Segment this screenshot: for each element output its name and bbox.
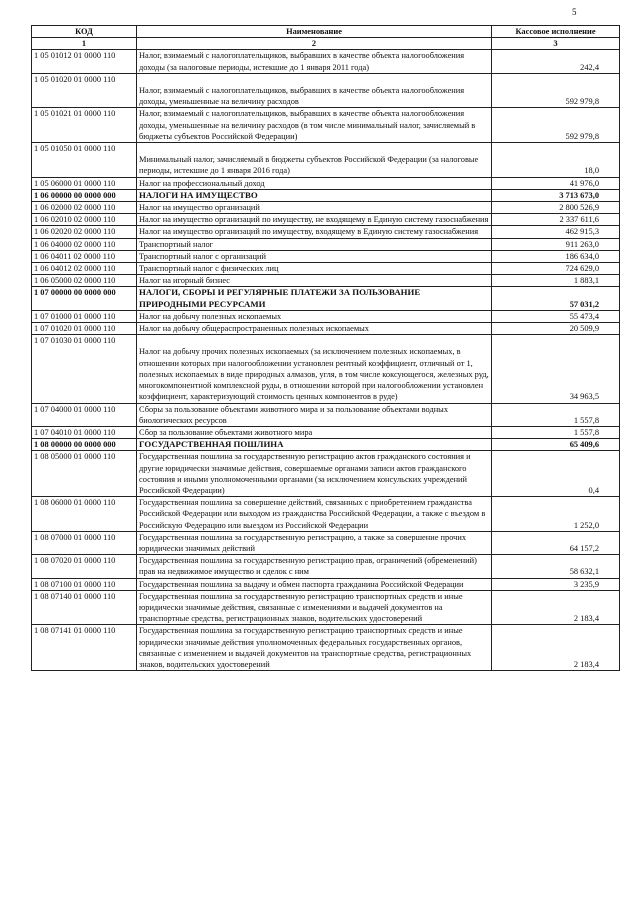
row-amount: 65 409,6 xyxy=(492,439,620,451)
table-row xyxy=(32,323,620,335)
row-code: 1 06 05000 02 0000 110 xyxy=(32,275,137,287)
column-number-3: 3 xyxy=(492,38,620,50)
row-name-text: Налог, взимаемый с налогоплательщиков, выбравших в качестве объекта налогообложения доходы, уменьшенные на величину расходов (в том числе минимальный налог, зачисляемый в бюджеты субъектов Российской Федерации) xyxy=(139,109,476,141)
row-name xyxy=(137,275,492,287)
column-number-2: 2 xyxy=(137,38,492,50)
row-amount: 592 979,8 xyxy=(492,73,620,108)
table-row xyxy=(32,310,620,322)
row-name-text: Государственная пошлина за государственную регистрацию транспортных средств и иные юридически значимые действия уполномоченных федеральных государственных органов, связанные с изменением и выдачей документов на транспортные средства, регистрационных знаков, водительских удостоверений xyxy=(139,626,472,669)
row-code: 1 05 01050 01 0000 110 xyxy=(32,143,137,178)
row-name xyxy=(137,531,492,554)
row-name xyxy=(137,323,492,335)
row-name xyxy=(137,143,492,178)
row-amount: 2 337 611,6 xyxy=(492,214,620,226)
table-row xyxy=(32,625,620,671)
row-amount: 1 557,8 xyxy=(492,426,620,438)
row-name-text: Налог на добычу полезных ископаемых xyxy=(139,311,282,321)
row-name-text: Транспортный налог с физических лиц xyxy=(139,264,279,274)
table-row xyxy=(32,287,620,310)
row-amount: 2 183,4 xyxy=(492,590,620,625)
row-name xyxy=(137,555,492,578)
row-name xyxy=(137,238,492,250)
table-row xyxy=(32,275,620,287)
table-row xyxy=(32,531,620,554)
row-name-text: Налог, взимаемый с налогоплательщиков, выбравших в качестве объекта налогообложения доходы (за налоговые периоды, истекшие до 1 января 2011 года) xyxy=(139,51,465,72)
table-row xyxy=(32,451,620,497)
table-row xyxy=(32,403,620,426)
row-code: 1 07 04010 01 0000 110 xyxy=(32,426,137,438)
row-name-text: Налог на имущество организаций по имуществу, входящему в Единую систему газоснабжения xyxy=(139,227,479,237)
table-row xyxy=(32,555,620,578)
row-code: 1 05 01012 01 0000 110 xyxy=(32,50,137,73)
row-name-text: Государственная пошлина за совершение действий, связанных с приобретением гражданства Российской Федерации или выходом из гражданства Российской Федерации, а также с въездом в Российскую Федерацию или выездом из Российской Федерации xyxy=(139,498,486,530)
row-amount: 1 252,0 xyxy=(492,497,620,532)
row-name-text: Государственная пошлина за выдачу и обмен паспорта гражданина Российской Федерации xyxy=(139,579,464,589)
row-name-text: Налог на имущество организаций xyxy=(139,203,260,213)
table-row xyxy=(32,335,620,403)
row-name-text: Сборы за пользование объектами животного мира и за пользование объектами водных биологических ресурсов xyxy=(139,404,449,425)
row-code: 1 08 07100 01 0000 110 xyxy=(32,578,137,590)
row-amount: 1 883,1 xyxy=(492,275,620,287)
table-row xyxy=(32,108,620,143)
row-name xyxy=(137,50,492,73)
row-code: 1 07 01000 01 0000 110 xyxy=(32,310,137,322)
row-name-text: Налог, взимаемый с налогоплательщиков, выбравших в качестве объекта налогообложения доходы, уменьшенные на величину расходов xyxy=(139,86,465,107)
page-number: 5 xyxy=(572,7,577,17)
row-name-text: Минимальный налог, зачисляемый в бюджеты субъектов Российской Федерации (за налоговые периоды, истекшие до 1 января 2016 года) xyxy=(139,155,479,176)
row-name xyxy=(137,189,492,201)
row-name xyxy=(137,214,492,226)
row-code: 1 05 01020 01 0000 110 xyxy=(32,73,137,108)
row-code: 1 07 04000 01 0000 110 xyxy=(32,403,137,426)
row-amount: 0,4 xyxy=(492,451,620,497)
row-name-text: Налог на имущество организаций по имуществу, не входящему в Единую систему газоснабжения xyxy=(139,215,489,225)
row-code: 1 06 00000 00 0000 000 xyxy=(32,189,137,201)
row-code: 1 06 04011 02 0000 110 xyxy=(32,250,137,262)
row-code: 1 06 02020 02 0000 110 xyxy=(32,226,137,238)
row-name xyxy=(137,451,492,497)
row-name xyxy=(137,263,492,275)
row-code: 1 08 05000 01 0000 110 xyxy=(32,451,137,497)
row-amount: 58 632,1 xyxy=(492,555,620,578)
row-amount: 57 031,2 xyxy=(492,287,620,310)
column-number-1: 1 xyxy=(32,38,137,50)
row-name xyxy=(137,625,492,671)
row-code: 1 07 01020 01 0000 110 xyxy=(32,323,137,335)
row-amount: 55 473,4 xyxy=(492,310,620,322)
table-row xyxy=(32,238,620,250)
row-name xyxy=(137,108,492,143)
row-name-text: Налог на добычу прочих полезных ископаемых (за исключением полезных ископаемых, в отношении которых при налогообложении установлен рентный коэффициент, отличный от 1, полезных ископаемых в виде природных алмазов, угля, в том числе коксующегося, железных руд, многокомпонентной комплексной руды, в отношении которой при налогообложении установлен коэффициент, характеризующий стоимость ценных компонентов в руде) xyxy=(139,347,489,402)
row-code: 1 08 07140 01 0000 110 xyxy=(32,590,137,625)
table-row xyxy=(32,263,620,275)
row-amount: 18,0 xyxy=(492,143,620,178)
row-code: 1 08 07141 01 0000 110 xyxy=(32,625,137,671)
row-code: 1 06 02010 02 0000 110 xyxy=(32,214,137,226)
row-name xyxy=(137,73,492,108)
row-amount: 592 979,8 xyxy=(492,108,620,143)
row-code: 1 07 01030 01 0000 110 xyxy=(32,335,137,403)
row-name xyxy=(137,578,492,590)
row-amount: 462 915,3 xyxy=(492,226,620,238)
column-number-row xyxy=(32,38,620,50)
row-amount: 186 634,0 xyxy=(492,250,620,262)
row-name-text: Государственная пошлина за государственную регистрацию прав, ограничений (обременений) прав на недвижимое имущество и сделок с ним xyxy=(139,556,477,577)
row-spacer xyxy=(139,143,489,154)
table-row xyxy=(32,202,620,214)
row-amount: 64 157,2 xyxy=(492,531,620,554)
row-amount: 1 557,8 xyxy=(492,403,620,426)
row-amount: 41 976,0 xyxy=(492,177,620,189)
row-name-text: ГОСУДАРСТВЕННАЯ ПОШЛИНА xyxy=(139,439,284,450)
row-name-text: Государственная пошлина за государственную регистрацию транспортных средств и иные юридически значимые действия, связанные с изменениями и выдачей документов на транспортные средства, регистрационных знаков, водительских удостоверений xyxy=(139,591,463,624)
row-name xyxy=(137,497,492,532)
row-code: 1 08 07020 01 0000 110 xyxy=(32,555,137,578)
row-name xyxy=(137,590,492,625)
row-code: 1 08 06000 01 0000 110 xyxy=(32,497,137,532)
revenue-table-wrapper xyxy=(31,25,619,671)
row-name xyxy=(137,250,492,262)
row-name-text: Государственная пошлина за государственную регистрацию актов гражданского состояния и другие юридически значимые действия, совершаемые органами записи актов гражданского состояния и иными уполномоченными органами (за исключением консульских учреждений Российской Федерации) xyxy=(139,452,471,495)
row-name-text: Налог на добычу общераспространенных полезных ископаемых xyxy=(139,324,369,334)
row-name xyxy=(137,202,492,214)
table-row xyxy=(32,426,620,438)
row-name xyxy=(137,226,492,238)
row-code: 1 08 00000 00 0000 000 xyxy=(32,439,137,451)
row-name xyxy=(137,403,492,426)
row-amount: 2 800 526,9 xyxy=(492,202,620,214)
row-name xyxy=(137,177,492,189)
row-code: 1 08 07000 01 0000 110 xyxy=(32,531,137,554)
table-row xyxy=(32,177,620,189)
row-amount: 724 629,0 xyxy=(492,263,620,275)
table-row xyxy=(32,73,620,108)
row-code: 1 05 06000 01 0000 110 xyxy=(32,177,137,189)
row-spacer xyxy=(139,74,489,85)
table-row xyxy=(32,226,620,238)
header-code: КОД xyxy=(32,26,137,38)
header-amount: Кассовое исполнение xyxy=(492,26,620,38)
row-name xyxy=(137,439,492,451)
row-name xyxy=(137,335,492,403)
row-name-text: Налог на игорный бизнес xyxy=(139,276,230,286)
row-code: 1 07 00000 00 0000 000 xyxy=(32,287,137,310)
revenue-table xyxy=(31,25,620,671)
header-row xyxy=(32,26,620,38)
row-name-text: Сбор за пользование объектами животного мира xyxy=(139,427,313,437)
table-row xyxy=(32,189,620,201)
row-amount: 2 183,4 xyxy=(492,625,620,671)
table-row xyxy=(32,439,620,451)
table-row xyxy=(32,50,620,73)
table-row xyxy=(32,497,620,532)
row-name-text: НАЛОГИ НА ИМУЩЕСТВО xyxy=(139,189,258,200)
row-name-text: Государственная пошлина за государственную регистрацию, а также за совершение прочих юридически значимых действий xyxy=(139,532,467,553)
row-amount: 34 963,5 xyxy=(492,335,620,403)
row-code: 1 06 04012 02 0000 110 xyxy=(32,263,137,275)
row-amount: 3 713 673,0 xyxy=(492,189,620,201)
row-name xyxy=(137,426,492,438)
row-code: 1 05 01021 01 0000 110 xyxy=(32,108,137,143)
row-code: 1 06 04000 02 0000 110 xyxy=(32,238,137,250)
row-amount: 911 263,0 xyxy=(492,238,620,250)
table-row xyxy=(32,590,620,625)
row-amount: 20 509,9 xyxy=(492,323,620,335)
row-spacer xyxy=(139,335,489,346)
table-row xyxy=(32,250,620,262)
row-code: 1 06 02000 02 0000 110 xyxy=(32,202,137,214)
row-name xyxy=(137,310,492,322)
row-amount: 3 235,9 xyxy=(492,578,620,590)
row-name-text: НАЛОГИ, СБОРЫ И РЕГУЛЯРНЫЕ ПЛАТЕЖИ ЗА ПОЛЬЗОВАНИЕ ПРИРОДНЫМИ РЕСУРСАМИ xyxy=(139,287,421,309)
table-row xyxy=(32,578,620,590)
row-name-text: Транспортный налог с организаций xyxy=(139,251,266,261)
row-amount: 242,4 xyxy=(492,50,620,73)
table-body xyxy=(32,50,620,671)
header-name: Наименование xyxy=(137,26,492,38)
row-name-text: Налог на профессиональный доход xyxy=(139,178,265,188)
row-name-text: Транспортный налог xyxy=(139,239,214,249)
row-name xyxy=(137,287,492,310)
table-row xyxy=(32,143,620,178)
table-row xyxy=(32,214,620,226)
